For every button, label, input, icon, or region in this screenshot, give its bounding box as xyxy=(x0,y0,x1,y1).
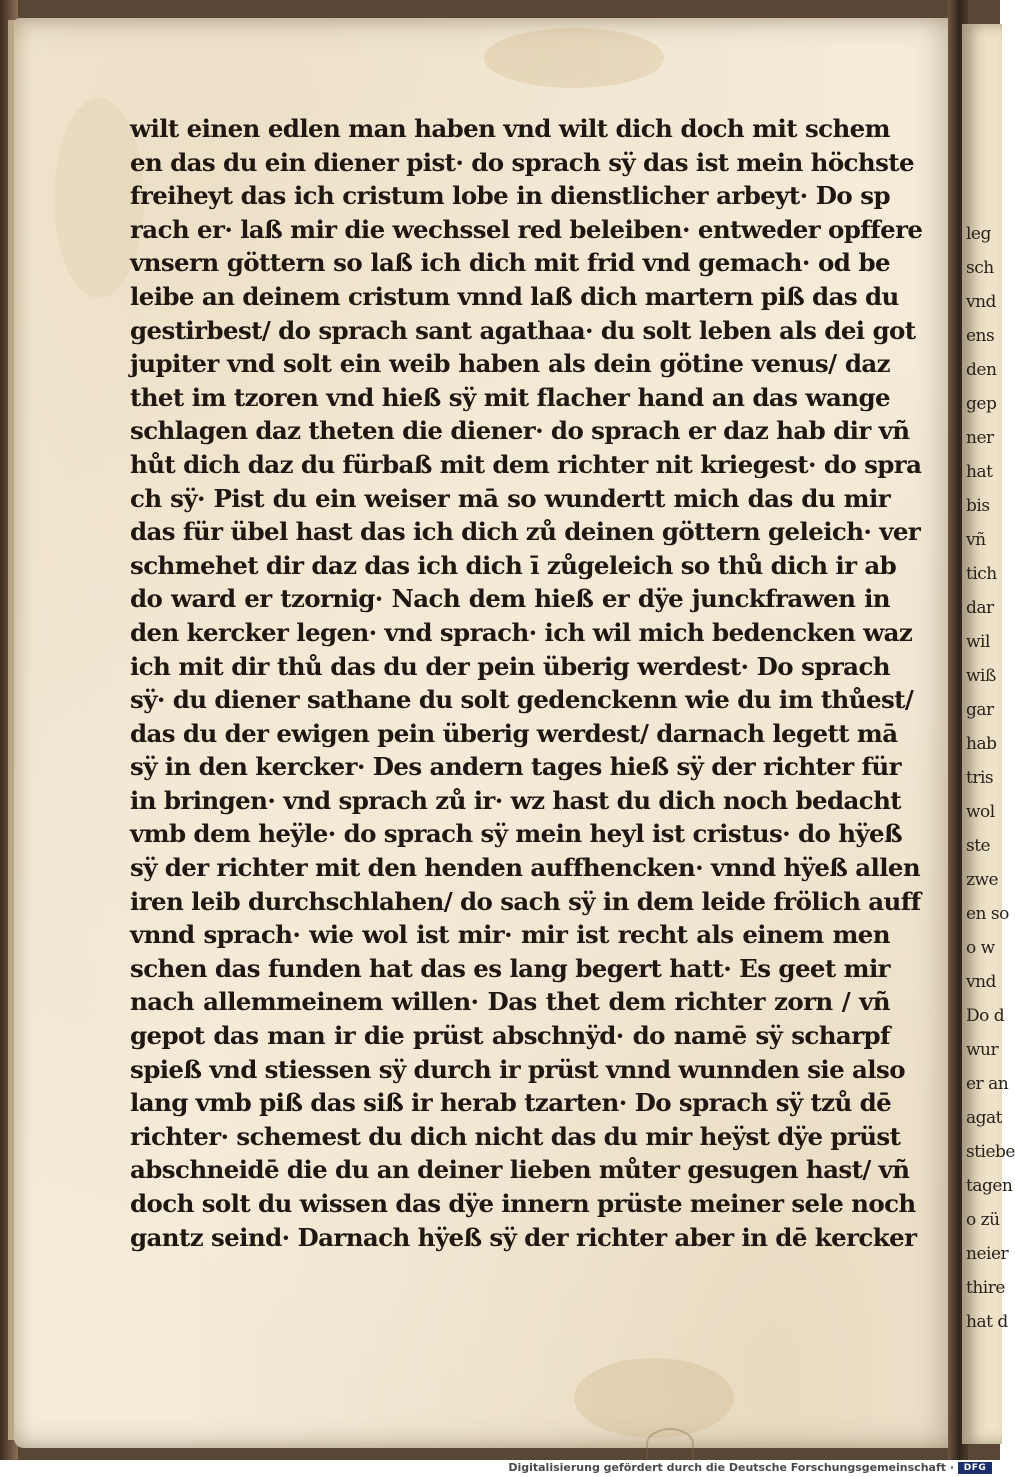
text-line: ich mit dir thů das du der pein überig werdest· Do sprach xyxy=(130,651,890,681)
text-line: den kercker legen· vnd sprach· ich wil mich bedencken waz xyxy=(130,617,913,647)
facing-page-fragment: wur xyxy=(966,1040,999,1060)
text-line: richter· schemest du dich nicht das du mir heÿst dÿe prüst xyxy=(130,1121,901,1151)
facing-page-fragment: wil xyxy=(966,632,990,652)
water-stain xyxy=(574,1358,734,1438)
facing-page-fragment: en so xyxy=(966,904,1009,924)
facing-page-fragment: o w xyxy=(966,938,995,958)
text-line: sÿ· du diener sathane du solt gedenckenn wie du im thůest/ xyxy=(130,685,914,715)
main-text-block xyxy=(130,112,923,1254)
text-line: in bringen· vnd sprach zů ir· wz hast du dich noch bedacht xyxy=(130,785,902,815)
dfg-logo: DFG xyxy=(958,1462,992,1474)
text-line: vmb dem heÿle· do sprach sÿ mein heyl ist cristus· do hÿeß xyxy=(130,819,903,849)
facing-page-fragment: tich xyxy=(966,564,997,584)
text-line: hůt dich daz du fürbaß mit dem richter nit kriegest· do spra xyxy=(130,449,922,479)
text-line: lang vmb piß das siß ir herab tzarten· Do sprach sÿ tzů dē xyxy=(130,1088,892,1118)
facing-page-fragment: bis xyxy=(966,496,990,516)
facing-page-fragment: dar xyxy=(966,598,994,618)
footer-bar xyxy=(0,1460,1000,1477)
text-line: freiheyt das ich cristum lobe in dienstlicher arbeyt· Do sp xyxy=(130,181,890,211)
facing-page-fragment: wiß xyxy=(966,666,996,686)
facing-page-fragment: vnd xyxy=(966,972,996,992)
facing-page xyxy=(962,24,1015,1444)
facing-page-fragment: agat xyxy=(966,1108,1002,1128)
text-line: rach er· laß mir die wechssel red beleiben· entweder opffere xyxy=(130,214,923,244)
text-line: vnnd sprach· wie wol ist mir· mir ist recht als einem men xyxy=(130,920,890,950)
facing-page-fragment: leg xyxy=(966,224,991,244)
text-line: jupiter vnd solt ein weib haben als dein götine venus/ daz xyxy=(130,349,890,379)
facing-page-fragment: vñ xyxy=(966,530,986,550)
facing-page-fragment: vnd xyxy=(966,292,996,312)
facing-page-fragment: er an xyxy=(966,1074,1009,1094)
text-line: thet im tzoren vnd hieß sÿ mit flacher hand an das wange xyxy=(130,382,890,412)
facing-page-fragment: wol xyxy=(966,802,995,822)
text-line: wilt einen edlen man haben vnd wilt dich doch mit schem xyxy=(130,114,890,143)
digitization-credit: Digitalisierung gefördert durch die Deutsche Forschungsgemeinschaft · xyxy=(508,1461,954,1474)
text-line: das für übel hast das ich dich zů deinen göttern geleich· ver xyxy=(130,517,921,547)
text-line: gestirbest/ do sprach sant agathaa· du solt leben als dei got xyxy=(130,315,916,345)
text-line: doch solt du wissen das dÿe innern prüste meiner sele noch xyxy=(130,1189,916,1218)
text-line: schen das funden hat das es lang begert hatt· Es geet mir xyxy=(130,953,890,983)
clasp-mark xyxy=(646,1428,694,1460)
text-line: sÿ in den kercker· Des andern tages hieß sÿ der richter für xyxy=(130,752,901,782)
facing-page-fragment: stiebe xyxy=(966,1142,1015,1162)
facing-page-fragment: o zü xyxy=(966,1210,1000,1230)
facing-page-fragment: zwe xyxy=(966,870,999,890)
text-line: schmehet dir daz das ich dich ī zůgeleich so thů dich ir ab xyxy=(130,550,897,580)
facing-page-fragment: hab xyxy=(966,734,997,754)
facing-page-fragment: Do d xyxy=(966,1006,1005,1026)
water-stain xyxy=(484,28,664,88)
text-line: iren leib durchschlahen/ do sach sÿ in dem leide frölich auff xyxy=(130,886,921,916)
facing-page-fragment: gar xyxy=(966,700,994,720)
text-line: ch sÿ· Pist du ein weiser mā so wundertt mich das du mir xyxy=(130,483,890,513)
facing-page-fragment: neier xyxy=(966,1244,1009,1264)
text-line: vnsern göttern so laß ich dich mit frid vnd gemach· od be xyxy=(130,248,890,278)
text-line: das du der ewigen pein überig werdest/ darnach legett mā xyxy=(130,718,898,748)
facing-page-fragment: ner xyxy=(966,428,994,448)
text-line: sÿ der richter mit den henden auffhencken· vnnd hÿeß allen xyxy=(130,853,921,883)
text-line: en das du ein diener pist· do sprach sÿ das ist mein höchste xyxy=(130,147,914,177)
text-line: do ward er tzornig· Nach dem hieß er dÿe junckfrawen in xyxy=(130,584,890,614)
text-line: leibe an deinem cristum vnnd laß dich martern piß das du xyxy=(130,281,899,311)
facing-page-fragment: thire xyxy=(966,1278,1005,1298)
text-line: nach allemmeinem willen· Das thet dem richter zorn / vñ xyxy=(130,987,890,1017)
text-line: gantz seind· Darnach hÿeß sÿ der richter aber in dē kercker xyxy=(130,1222,917,1252)
text-line: spieß vnd stiessen sÿ durch ir prüst vnnd wunnden sie also xyxy=(130,1054,905,1084)
facing-page-fragment: hat d xyxy=(966,1312,1008,1332)
facing-page-fragment: hat xyxy=(966,462,993,482)
text-line: abschneidē die du an deiner lieben můter gesugen hast/ vñ xyxy=(130,1155,910,1185)
facing-page-fragment: den xyxy=(966,360,997,380)
facing-page-fragment: sch xyxy=(966,258,994,278)
facing-page-fragment: tris xyxy=(966,768,994,788)
facing-page-fragment: tagen xyxy=(966,1176,1013,1196)
facing-page-fragment: gep xyxy=(966,394,997,414)
text-line: gepot das man ir die prüst abschnÿd· do namē sÿ scharpf xyxy=(130,1021,890,1051)
facing-page-fragment: ens xyxy=(966,326,995,346)
text-line: schlagen daz theten die diener· do sprach er daz hab dir vñ xyxy=(130,416,910,446)
facing-page-fragment: ste xyxy=(966,836,991,856)
